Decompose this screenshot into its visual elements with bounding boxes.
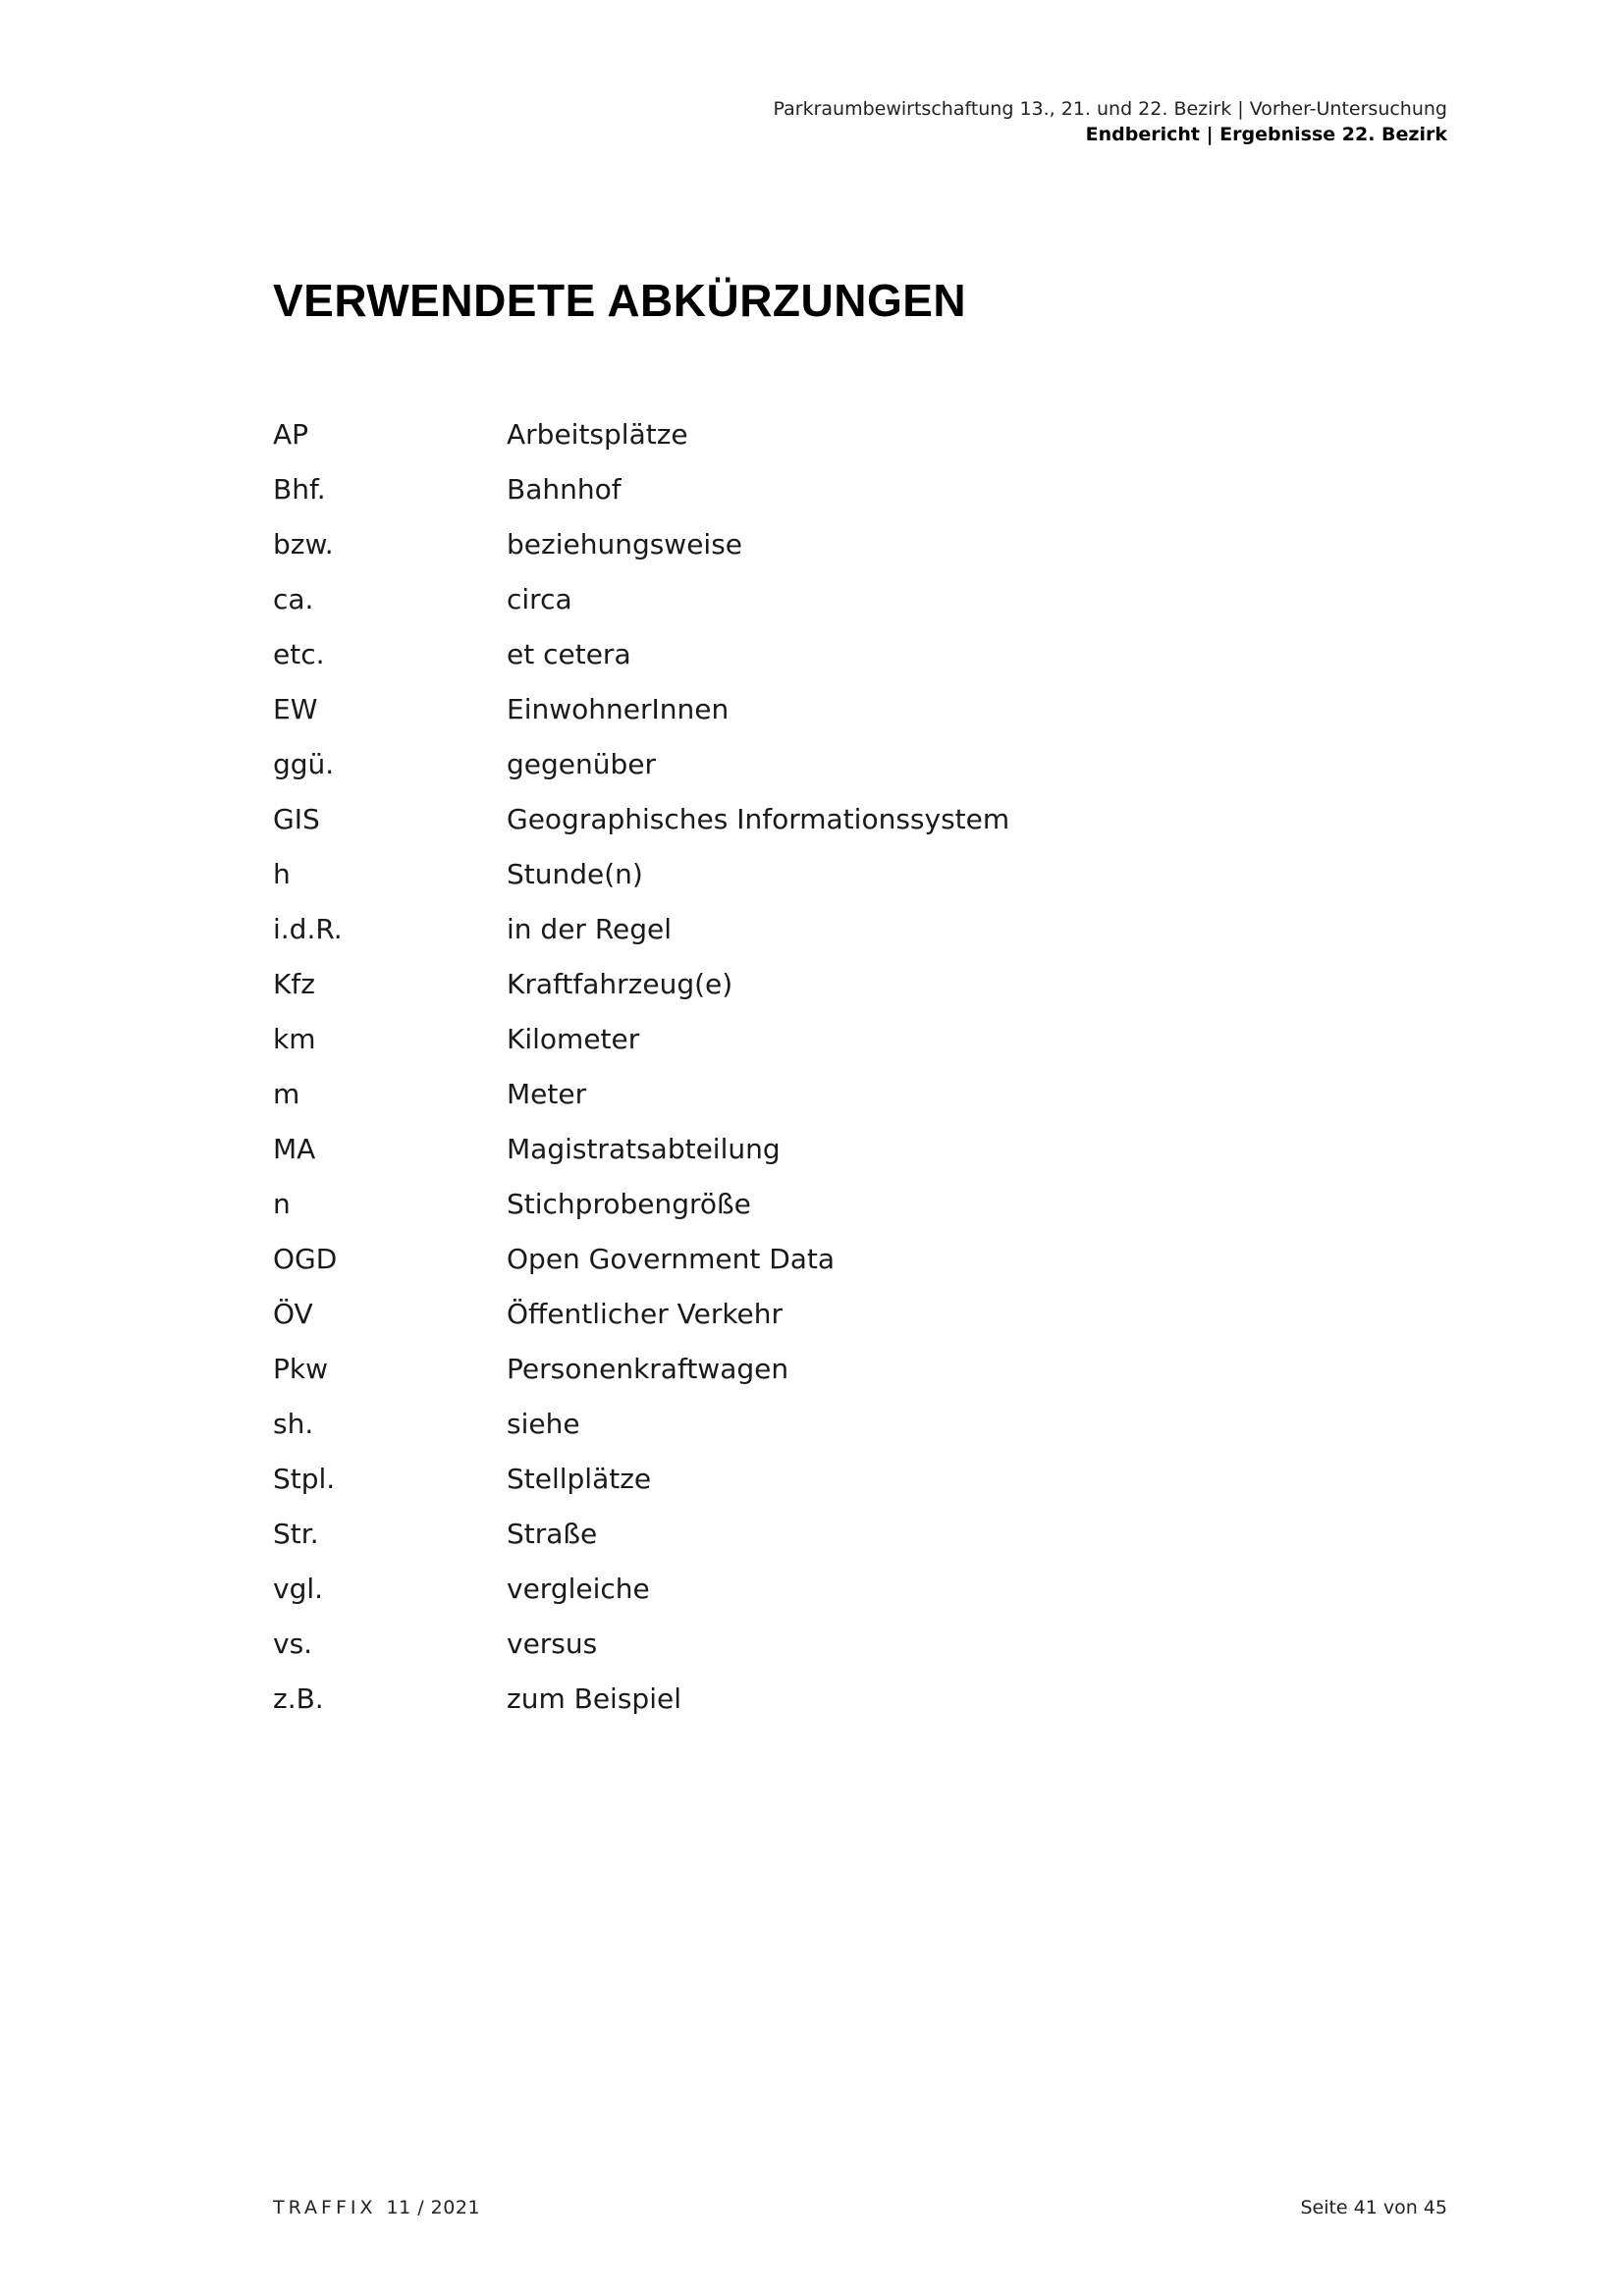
- abbreviation-term: km: [273, 1022, 316, 1055]
- abbreviation-term: ggü.: [273, 747, 335, 780]
- abbreviation-term: vgl.: [273, 1572, 324, 1605]
- abbreviation-meaning: Kraftfahrzeug(e): [507, 967, 733, 1000]
- list-item: [273, 956, 1353, 1011]
- running-header: [774, 96, 1447, 147]
- list-item: [273, 736, 1353, 791]
- list-item: [273, 1451, 1353, 1506]
- abbreviation-term: sh.: [273, 1407, 314, 1440]
- abbreviation-meaning: Stichprobengröße: [507, 1187, 751, 1220]
- abbreviation-term: n: [273, 1187, 291, 1220]
- abbreviation-meaning: gegenüber: [507, 747, 657, 780]
- list-item: [273, 1176, 1353, 1231]
- abbreviation-meaning: Kilometer: [507, 1022, 640, 1055]
- abbreviation-list: [273, 406, 1353, 1726]
- abbreviation-term: Pkw: [273, 1352, 328, 1385]
- abbreviation-term: ca.: [273, 582, 314, 615]
- abbreviation-term: Kfz: [273, 967, 315, 1000]
- abbreviation-meaning: siehe: [507, 1407, 580, 1440]
- list-item: [273, 1066, 1353, 1121]
- list-item: [273, 571, 1353, 626]
- abbreviation-term: GIS: [273, 802, 320, 835]
- abbreviation-term: AP: [273, 417, 309, 451]
- list-item: [273, 1671, 1353, 1726]
- abbreviation-term: OGD: [273, 1242, 338, 1275]
- abbreviation-meaning: in der Regel: [507, 912, 673, 945]
- abbreviation-term: bzw.: [273, 527, 334, 561]
- list-item: [273, 901, 1353, 956]
- abbreviation-term: vs.: [273, 1627, 313, 1660]
- abbreviation-term: Bhf.: [273, 472, 326, 506]
- footer-date: 11 / 2021: [386, 2197, 481, 2218]
- header-report-title: Parkraumbewirtschaftung 13., 21. und 22. Bezirk | Vorher-Untersuchung: [773, 98, 1447, 120]
- list-item: [273, 461, 1353, 516]
- list-item: [273, 406, 1353, 461]
- abbreviation-meaning: vergleiche: [507, 1572, 650, 1605]
- abbreviation-meaning: beziehungsweise: [507, 527, 743, 561]
- list-item: [273, 1561, 1353, 1616]
- abbreviation-term: m: [273, 1077, 300, 1110]
- abbreviation-meaning: circa: [507, 582, 572, 615]
- abbreviation-meaning: Stunde(n): [507, 857, 643, 890]
- abbreviation-term: etc.: [273, 637, 325, 670]
- list-item: [273, 1506, 1353, 1561]
- abbreviation-meaning: Meter: [507, 1077, 587, 1110]
- abbreviation-meaning: Open Government Data: [507, 1242, 836, 1275]
- abbreviation-meaning: et cetera: [507, 637, 631, 670]
- list-item: [273, 1121, 1353, 1176]
- page-number: Seite 41 von 45: [1300, 2197, 1447, 2218]
- abbreviation-meaning: Straße: [507, 1517, 598, 1550]
- abbreviation-meaning: Magistratsabteilung: [507, 1132, 781, 1165]
- abbreviation-meaning: Bahnhof: [507, 472, 622, 506]
- page-title: VERWENDETE ABKÜRZUNGEN: [273, 275, 967, 326]
- abbreviation-meaning: Stellplätze: [507, 1462, 652, 1495]
- list-item: [273, 626, 1353, 681]
- list-item: [273, 1341, 1353, 1396]
- abbreviation-term: EW: [273, 692, 318, 725]
- abbreviation-meaning: Geographisches Informationssystem: [507, 802, 1010, 835]
- list-item: [273, 846, 1353, 901]
- list-item: [273, 1616, 1353, 1671]
- abbreviation-term: Str.: [273, 1517, 319, 1550]
- list-item: [273, 1011, 1353, 1066]
- abbreviation-meaning: Öffentlicher Verkehr: [507, 1297, 784, 1330]
- abbreviation-term: MA: [273, 1132, 316, 1165]
- list-item: [273, 791, 1353, 846]
- list-item: [273, 681, 1353, 736]
- list-item: [273, 1396, 1353, 1451]
- abbreviation-term: z.B.: [273, 1682, 324, 1715]
- abbreviation-term: Stpl.: [273, 1462, 336, 1495]
- abbreviation-meaning: zum Beispiel: [507, 1682, 681, 1715]
- abbreviation-term: ÖV: [273, 1297, 313, 1330]
- abbreviation-meaning: EinwohnerInnen: [507, 692, 730, 725]
- list-item: [273, 516, 1353, 571]
- abbreviation-term: h: [273, 857, 291, 890]
- footer-brand: TRAFFIX: [273, 2197, 377, 2218]
- footer-brand-date: [273, 2197, 480, 2218]
- list-item: [273, 1286, 1353, 1341]
- abbreviation-meaning: Arbeitsplätze: [507, 417, 688, 451]
- abbreviation-term: i.d.R.: [273, 912, 343, 945]
- abbreviation-meaning: versus: [507, 1627, 598, 1660]
- list-item: [273, 1231, 1353, 1286]
- abbreviation-meaning: Personenkraftwagen: [507, 1352, 789, 1385]
- header-section-title: Endbericht | Ergebnisse 22. Bezirk: [1085, 124, 1447, 145]
